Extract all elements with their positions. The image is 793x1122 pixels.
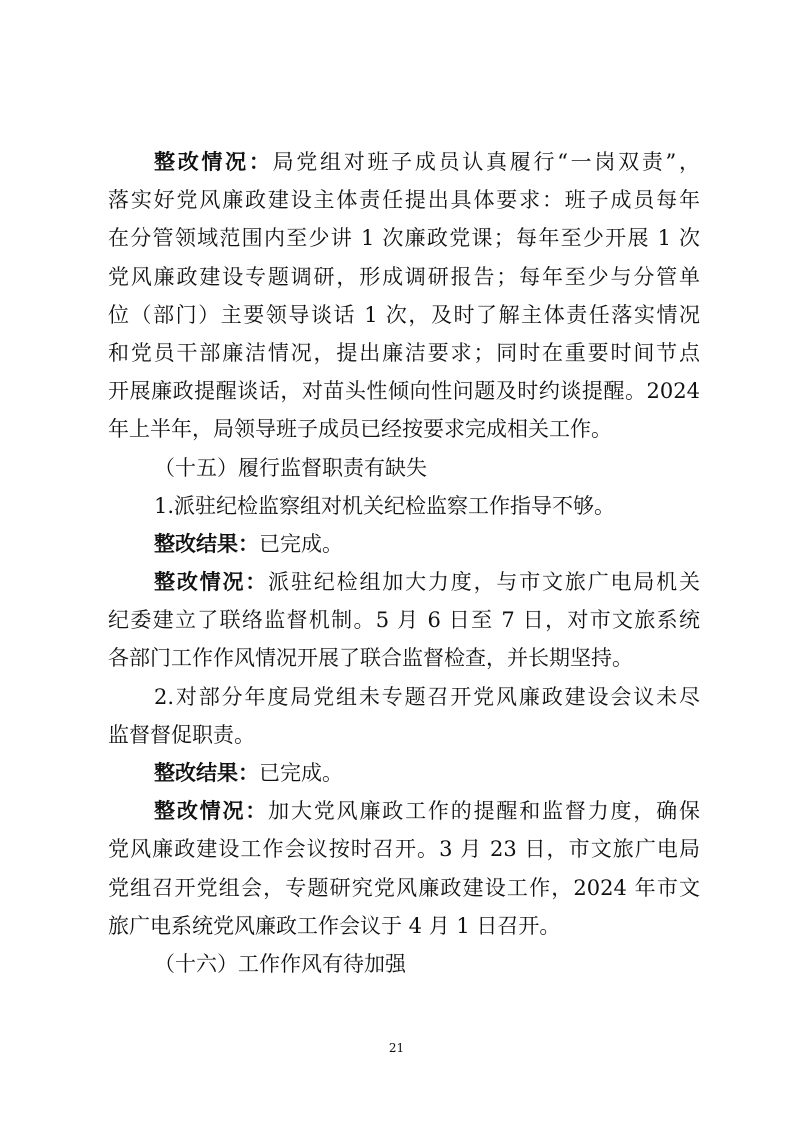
paragraph-line: 党风廉政建设专题调研，形成调研报告；每年至少与分管单 xyxy=(108,264,700,289)
paragraph-line: 党组召开党组会，专题研究党风廉政建设工作，2024 年市文 xyxy=(108,875,700,900)
paragraph-line: 和党员干部廉洁情况，提出廉洁要求；同时在重要时间节点 xyxy=(108,340,700,365)
result-line: 整改结果：已完成。 xyxy=(154,531,343,556)
paragraph-line: 各部门工作作风情况开展了联合监督检查，并长期坚持。 xyxy=(108,646,633,671)
result-line: 整改结果：已完成。 xyxy=(154,761,343,785)
paragraph-line: 旅广电系统党风廉政工作会议于 4 月 1 日召开。 xyxy=(108,913,561,938)
paragraph-line: 党风廉政建设工作会议按时召开。3 月 23 日，市文旅广电局 xyxy=(108,837,700,862)
issue-item-1: 1.派驻纪检监察组对机关纪检监察工作指导不够。 xyxy=(154,493,616,518)
paragraph-line: 年上半年，局领导班子成员已经按要求完成相关工作。 xyxy=(108,417,612,442)
paragraph-line: 在分管领域范围内至少讲 1 次廉政党课；每年至少开展 1 次 xyxy=(108,226,700,251)
measures-label: 整改情况： xyxy=(154,150,273,174)
paragraph-line: 落实好党风廉政建设主体责任提出具体要求：班子成员每年 xyxy=(108,188,700,213)
paragraph-line: 整改情况：局党组对班子成员认真履行“一岗双责”， xyxy=(154,150,700,174)
measures-label: 整改情况： xyxy=(154,570,269,595)
paragraph-line: 纪委建立了联络监督机制。5 月 6 日至 7 日，对市文旅系统 xyxy=(108,608,700,633)
section-heading-15: （十五）履行监督职责有缺失 xyxy=(154,455,427,480)
issue-item-2-cont: 监督督促职责。 xyxy=(108,722,255,747)
document-body xyxy=(108,143,700,983)
paragraph-line: 整改情况：派驻纪检组加大力度，与市文旅广电局机关 xyxy=(154,570,701,595)
section-heading-16: （十六）工作作风有待加强 xyxy=(154,951,406,976)
result-label: 整改结果： xyxy=(154,761,259,785)
issue-item-2: 2.对部分年度局党组未专题召开党风廉政建设会议未尽 xyxy=(154,684,700,709)
paragraph-line: 位（部门）主要领导谈话 1 次，及时了解主体责任落实情况 xyxy=(108,302,700,327)
paragraph-line: 整改情况：加大党风廉政工作的提醒和监督力度，确保 xyxy=(154,799,701,824)
measures-label: 整改情况： xyxy=(154,799,269,824)
result-label: 整改结果： xyxy=(154,531,259,556)
paragraph-line: 开展廉政提醒谈话，对苗头性倾向性问题及时约谈提醒。2024 xyxy=(108,379,700,404)
page-number: 21 xyxy=(388,1041,405,1055)
